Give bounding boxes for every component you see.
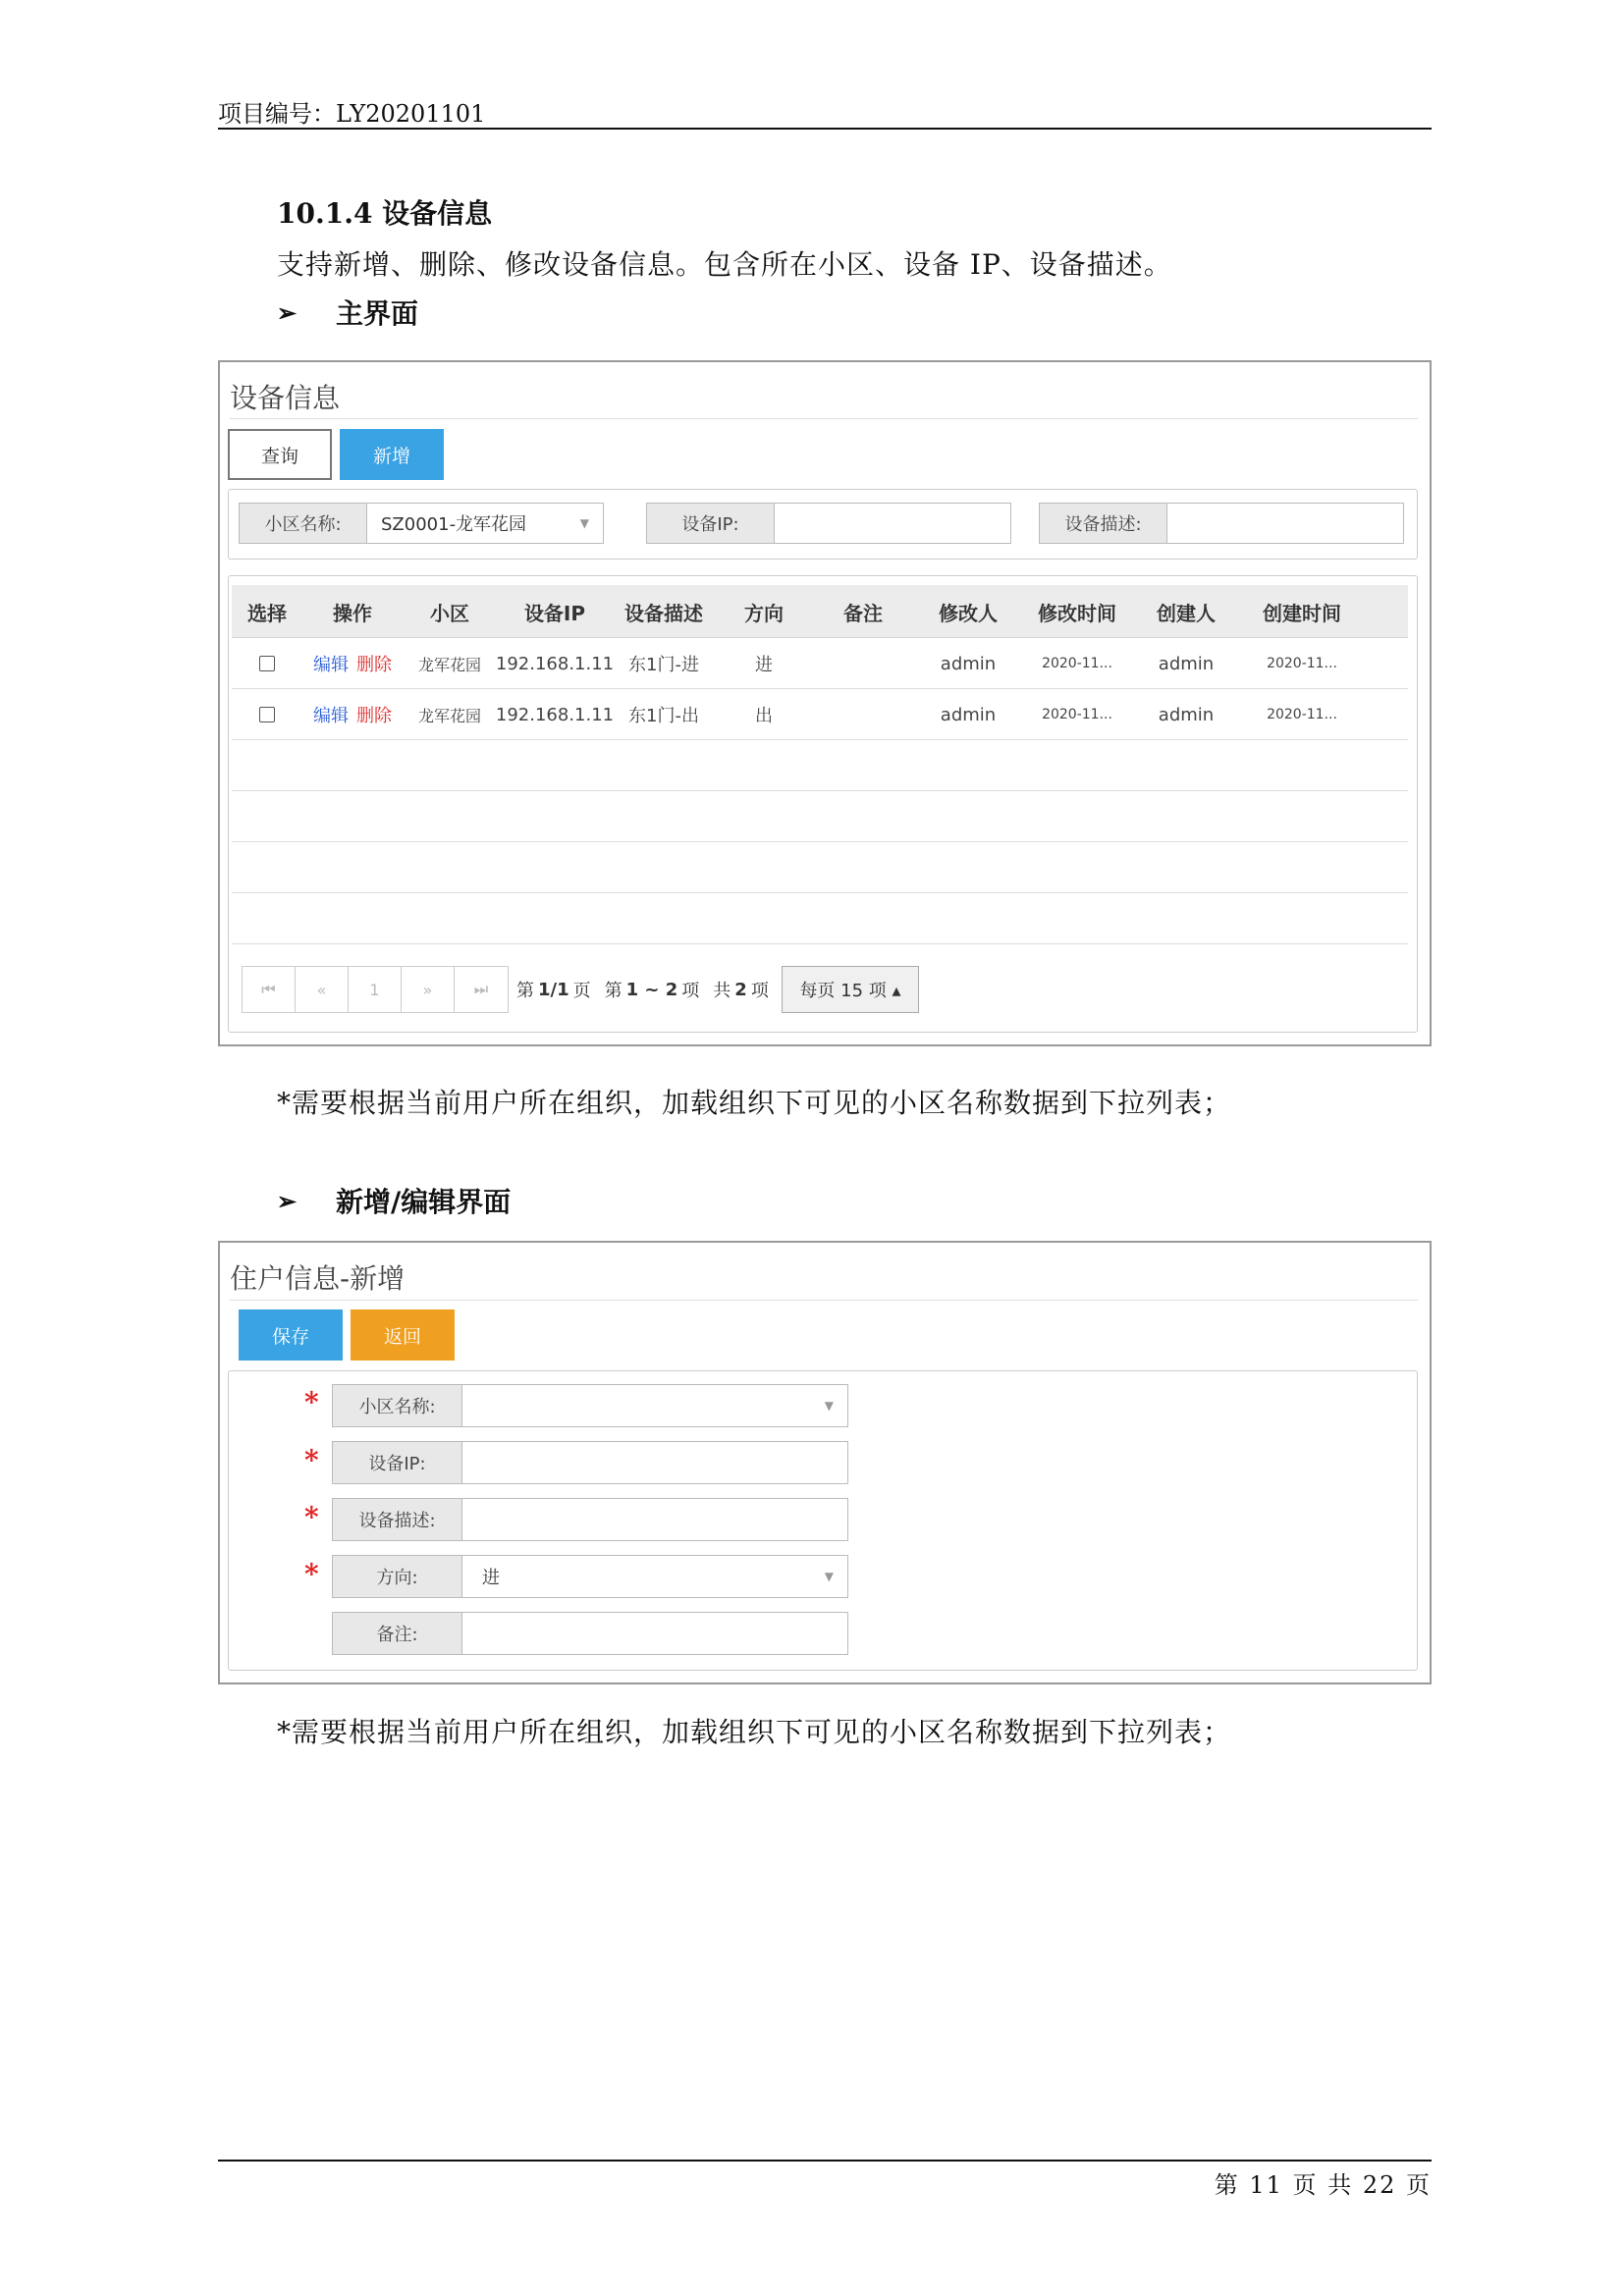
delete-link[interactable]: 删除	[356, 655, 392, 675]
device-list-title: 设备信息	[230, 382, 341, 414]
row-actions	[302, 638, 403, 689]
edit-link[interactable]: 编辑	[313, 706, 349, 726]
chevron-down-icon: ▼	[579, 516, 589, 530]
cell-creator: admin	[1158, 704, 1215, 725]
range-prefix: 第	[604, 981, 623, 1001]
col-modifier: 修改人	[939, 601, 998, 625]
total-prefix: 共	[713, 981, 731, 1001]
cell-device-ip: 192.168.1.11	[495, 653, 615, 674]
community-filter-value[interactable]	[367, 504, 603, 543]
arrow-bullet-icon: ➢	[277, 297, 298, 327]
cell-modified-time: 2020-11...	[1042, 656, 1112, 671]
bullet-main-label: 主界面	[336, 297, 419, 330]
bullet-edit-ui	[277, 1181, 511, 1220]
col-device-desc: 设备描述	[624, 601, 703, 625]
cell-community: 龙军花园	[417, 655, 481, 674]
cell-device-desc: 东1门-出	[628, 706, 699, 726]
cell-creator: admin	[1158, 653, 1215, 674]
col-select: 选择	[247, 601, 287, 625]
community-filter[interactable]	[239, 503, 604, 544]
device-ip-field[interactable]	[332, 1441, 848, 1484]
prev-page-button[interactable]: «	[296, 967, 349, 1012]
col-community: 小区	[430, 601, 469, 625]
cell-remark	[813, 638, 913, 689]
device-desc-input[interactable]	[462, 1499, 847, 1540]
cell-remark	[813, 689, 913, 740]
pagination-info	[516, 966, 769, 1013]
arrow-bullet-icon: ➢	[277, 1186, 298, 1215]
chevron-down-icon: ▼	[824, 1399, 834, 1413]
col-action: 操作	[333, 601, 372, 625]
cell-modifier: admin	[940, 704, 997, 725]
next-page-button[interactable]: »	[402, 967, 455, 1012]
community-filter-label: 小区名称:	[240, 504, 367, 543]
total-value: 2	[734, 979, 747, 1000]
community-select[interactable]	[462, 1385, 847, 1426]
device-desc-filter-input[interactable]	[1167, 504, 1403, 543]
first-page-button[interactable]: ⏮	[243, 967, 296, 1012]
bullet-main-ui	[277, 293, 418, 332]
col-modified-time: 修改时间	[1038, 601, 1116, 625]
device-ip-filter[interactable]	[646, 503, 1011, 544]
back-button[interactable]: 返回	[351, 1309, 455, 1361]
empty-row	[232, 893, 1408, 944]
cell-direction: 出	[755, 706, 773, 726]
device-ip-field-label: 设备IP:	[333, 1442, 462, 1483]
col-creator: 创建人	[1157, 601, 1216, 625]
footer-divider	[218, 2160, 1432, 2162]
col-created-time: 创建时间	[1263, 601, 1341, 625]
remark-input[interactable]	[462, 1613, 847, 1654]
row-checkbox-cell	[232, 689, 302, 740]
cell-device-ip: 192.168.1.11	[495, 704, 615, 725]
device-desc-field[interactable]	[332, 1498, 848, 1541]
delete-link[interactable]: 删除	[356, 706, 392, 726]
community-field-label: 小区名称:	[333, 1385, 462, 1426]
row-checkbox[interactable]	[259, 656, 275, 671]
cell-created-time: 2020-11...	[1267, 707, 1337, 722]
required-marker: *	[304, 1444, 319, 1476]
device-ip-filter-label: 设备IP:	[647, 504, 775, 543]
add-button[interactable]: 新增	[340, 429, 444, 480]
empty-row	[232, 842, 1408, 893]
range-value: 1 ~ 2	[625, 979, 678, 1000]
cell-modifier: admin	[940, 653, 997, 674]
row-checkbox[interactable]	[259, 707, 275, 722]
device-desc-filter-label: 设备描述:	[1040, 504, 1167, 543]
total-suffix: 项	[750, 981, 769, 1001]
community-field[interactable]	[332, 1384, 848, 1427]
col-device-ip: 设备IP	[523, 601, 586, 625]
pagination-controls	[242, 966, 509, 1013]
page-value: 1/1	[538, 979, 569, 1000]
direction-field-label: 方向:	[333, 1556, 462, 1597]
title-divider	[230, 418, 1418, 419]
range-suffix: 项	[681, 981, 700, 1001]
community-filter-text: SZ0001-龙军花园	[381, 514, 527, 535]
required-marker: *	[304, 1386, 319, 1418]
device-desc-filter[interactable]	[1039, 503, 1404, 544]
project-number: 项目编号：LY20201101	[218, 100, 486, 128]
chevron-down-icon: ▼	[824, 1570, 834, 1583]
page-suffix: 页	[572, 981, 591, 1001]
device-desc-field-label: 设备描述:	[333, 1499, 462, 1540]
cell-modified-time: 2020-11...	[1042, 707, 1112, 722]
direction-select-text: 进	[482, 1568, 500, 1588]
page-number-input[interactable]: 1	[349, 967, 402, 1012]
remark-field-label: 备注:	[333, 1613, 462, 1654]
table-row[interactable]	[232, 689, 1408, 740]
table-row[interactable]	[232, 638, 1408, 689]
device-add-title: 住户信息-新增	[230, 1262, 406, 1295]
section-description: 支持新增、删除、修改设备信息。包含所在小区、设备 IP、设备描述。	[277, 248, 1172, 281]
direction-field[interactable]	[332, 1555, 848, 1598]
remark-field[interactable]	[332, 1612, 848, 1655]
save-button[interactable]: 保存	[239, 1309, 343, 1361]
col-remark: 备注	[843, 601, 883, 625]
query-button[interactable]: 查询	[228, 429, 332, 480]
device-ip-input[interactable]	[462, 1442, 847, 1483]
row-checkbox-cell	[232, 638, 302, 689]
page-prefix: 第	[516, 981, 534, 1001]
page-size-dropdown[interactable]: 每页 15 项 ▴	[782, 966, 919, 1013]
empty-row	[232, 791, 1408, 842]
cell-community: 龙军花园	[417, 706, 481, 725]
cell-direction: 进	[755, 655, 773, 675]
direction-select[interactable]	[462, 1556, 847, 1597]
device-ip-filter-input[interactable]	[775, 504, 1010, 543]
cell-created-time: 2020-11...	[1267, 656, 1337, 671]
table-header	[232, 585, 1408, 638]
note-community-loading: *需要根据当前用户所在组织，加载组织下可见的小区名称数据到下拉列表；	[277, 1716, 1232, 1748]
required-marker: *	[304, 1558, 319, 1590]
cell-device-desc: 东1门-进	[628, 655, 699, 675]
empty-row	[232, 740, 1408, 791]
required-marker: *	[304, 1501, 319, 1533]
last-page-button[interactable]: ⏭	[473, 980, 489, 998]
title-divider	[230, 1300, 1418, 1301]
page-number: 第 11 页 共 22 页	[1214, 2171, 1432, 2199]
col-direction: 方向	[744, 601, 784, 625]
bullet-edit-label: 新增/编辑界面	[336, 1186, 512, 1218]
header-divider	[218, 128, 1432, 130]
row-actions	[302, 689, 403, 740]
note-community-loading: *需要根据当前用户所在组织，加载组织下可见的小区名称数据到下拉列表；	[277, 1087, 1232, 1119]
edit-link[interactable]: 编辑	[313, 655, 349, 675]
section-title: 10.1.4 设备信息	[277, 197, 493, 230]
